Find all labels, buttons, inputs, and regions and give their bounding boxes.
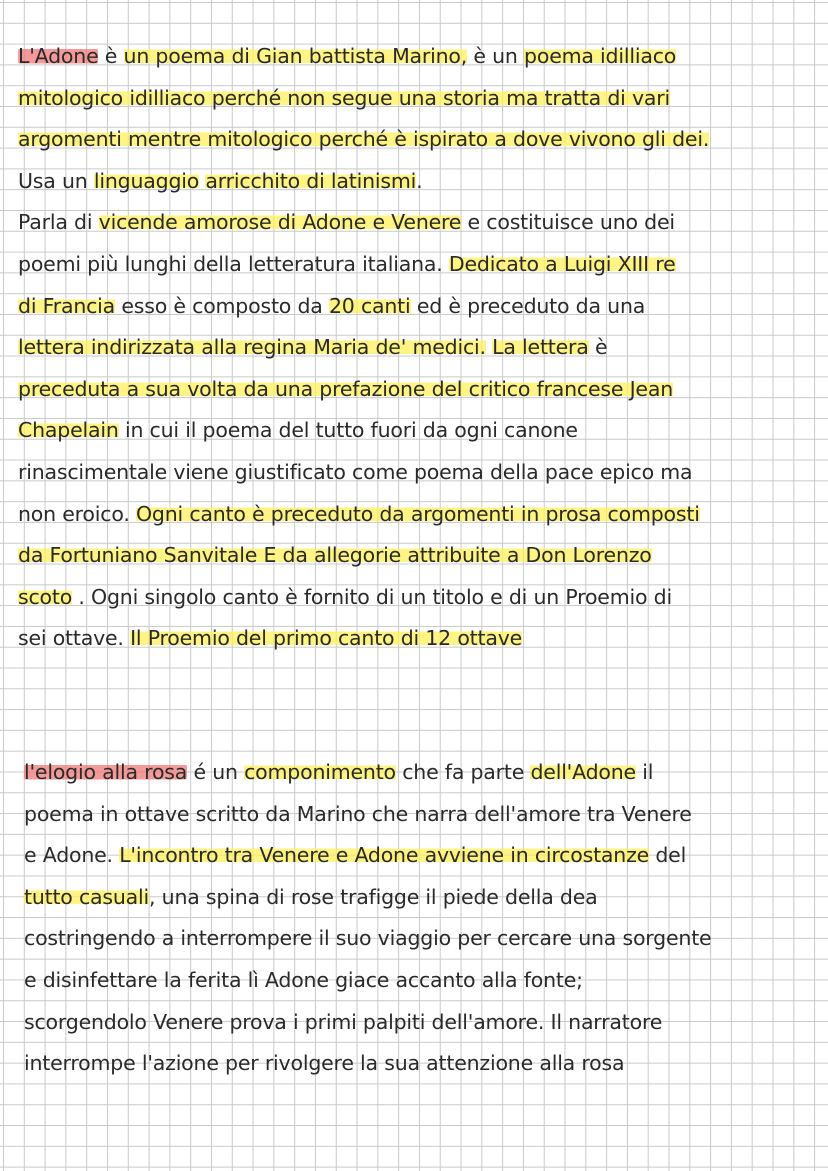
paragraph-adone bbox=[18, 36, 826, 660]
highlighted-text: l'elogio alla rosa bbox=[24, 760, 188, 784]
text-line bbox=[18, 452, 826, 494]
highlighted-text: scoto bbox=[18, 584, 73, 609]
highlighted-text: Ogni canto è preceduto da argomenti in prosa composti bbox=[135, 501, 700, 526]
highlighted-text: preceduta a sua volta da una prefazione del critico francese Jean bbox=[18, 376, 673, 401]
text-segment: non eroico. bbox=[18, 501, 136, 526]
text-line bbox=[18, 119, 826, 161]
highlighted-text: linguaggio bbox=[93, 168, 200, 193]
text-line bbox=[24, 752, 824, 794]
highlighted-text: dell'Adone bbox=[530, 760, 636, 784]
highlighted-text: componimento bbox=[244, 760, 396, 784]
text-segment: che fa parte bbox=[395, 760, 531, 784]
highlighted-text: L'incontro tra Venere e Adone avviene in circostanze bbox=[119, 843, 650, 868]
text-segment: interrompe l'azione per rivolgere la sua attenzione alla rosa bbox=[24, 1051, 625, 1076]
highlighted-text: mitologico idilliaco perché non segue una storia ma tratta di vari bbox=[18, 85, 670, 110]
text-segment: , una spina di rose trafigge il piede della dea bbox=[149, 884, 598, 909]
text-line bbox=[18, 286, 826, 328]
text-line bbox=[18, 202, 826, 244]
highlighted-text: vicende amorose di Adone e Venere bbox=[98, 210, 462, 235]
text-line bbox=[24, 918, 824, 960]
text-line bbox=[24, 877, 824, 919]
text-segment: e costituisce uno dei bbox=[461, 210, 675, 235]
highlighted-text: da Fortuniano Sanvitale E da allegorie attribuite a Don Lorenzo bbox=[18, 543, 652, 568]
text-segment: ed è preceduto da una bbox=[410, 293, 646, 318]
highlighted-text: argomenti mentre mitologico perché è ispirato a dove vivono gli dei. bbox=[18, 127, 710, 152]
text-segment: poema in ottave scritto da Marino che narra dell'amore tra Venere bbox=[24, 801, 692, 826]
text-line bbox=[18, 618, 826, 660]
text-line bbox=[18, 78, 826, 120]
text-segment: è un bbox=[467, 44, 525, 68]
text-segment: e disinfettare la ferita lì Adone giace accanto alla fonte; bbox=[24, 967, 583, 992]
text-segment: Parla di bbox=[18, 210, 99, 235]
text-line bbox=[24, 835, 824, 877]
text-line bbox=[24, 794, 824, 836]
highlighted-text: La lettera bbox=[492, 335, 589, 360]
highlighted-text: L'Adone bbox=[18, 44, 99, 68]
text-segment: poemi più lunghi della letteratura italiana. bbox=[18, 251, 449, 276]
text-line bbox=[18, 577, 826, 619]
text-line bbox=[18, 535, 826, 577]
text-line bbox=[18, 327, 826, 369]
text-segment: esso è composto da bbox=[115, 293, 329, 318]
text-line bbox=[24, 960, 824, 1002]
text-line bbox=[18, 369, 826, 411]
highlighted-text: Il Proemio del primo canto di 12 ottave bbox=[130, 626, 523, 651]
text-line bbox=[24, 1043, 824, 1085]
paragraph-elogio-rosa bbox=[24, 752, 824, 1085]
text-line bbox=[18, 36, 826, 78]
text-line bbox=[18, 410, 826, 452]
text-segment: in cui il poema del tutto fuori da ogni canone bbox=[118, 418, 578, 443]
text-segment: rinascimentale viene giustificato come poema della pace epico ma bbox=[18, 459, 693, 484]
highlighted-text: Dedicato a Luigi XIII re bbox=[448, 251, 676, 276]
text-line bbox=[18, 494, 826, 536]
highlighted-text: arricchito di latinismi bbox=[205, 168, 417, 193]
text-segment: . Ogni singolo canto è fornito di un titolo e di un Proemio di bbox=[72, 584, 672, 609]
text-segment: il bbox=[635, 760, 654, 784]
highlighted-text: Chapelain bbox=[18, 418, 119, 443]
text-segment: é un bbox=[187, 760, 245, 784]
highlighted-text: tutto casuali bbox=[24, 884, 150, 909]
text-segment: sei ottave. bbox=[18, 626, 131, 651]
highlighted-text: lettera indirizzata alla regina Maria de' medici. bbox=[18, 335, 486, 360]
text-segment: e Adone. bbox=[24, 843, 120, 868]
text-segment: è bbox=[98, 44, 124, 68]
text-segment: . bbox=[416, 168, 423, 193]
text-line bbox=[18, 161, 826, 203]
text-segment: costringendo a interrompere il suo viaggio per cercare una sorgente bbox=[24, 926, 712, 951]
text-segment: è bbox=[588, 335, 608, 360]
text-segment: Usa un bbox=[18, 168, 94, 193]
highlighted-text: un poema di Gian battista Marino, bbox=[123, 44, 468, 68]
text-line bbox=[24, 1002, 824, 1044]
highlighted-text: poema idilliaco bbox=[524, 44, 677, 68]
highlighted-text: 20 canti bbox=[328, 293, 411, 318]
text-segment: del bbox=[649, 843, 687, 868]
text-line bbox=[18, 244, 826, 286]
text-segment: scorgendolo Venere prova i primi palpiti dell'amore. Il narratore bbox=[24, 1009, 663, 1034]
highlighted-text: di Francia bbox=[18, 293, 116, 318]
